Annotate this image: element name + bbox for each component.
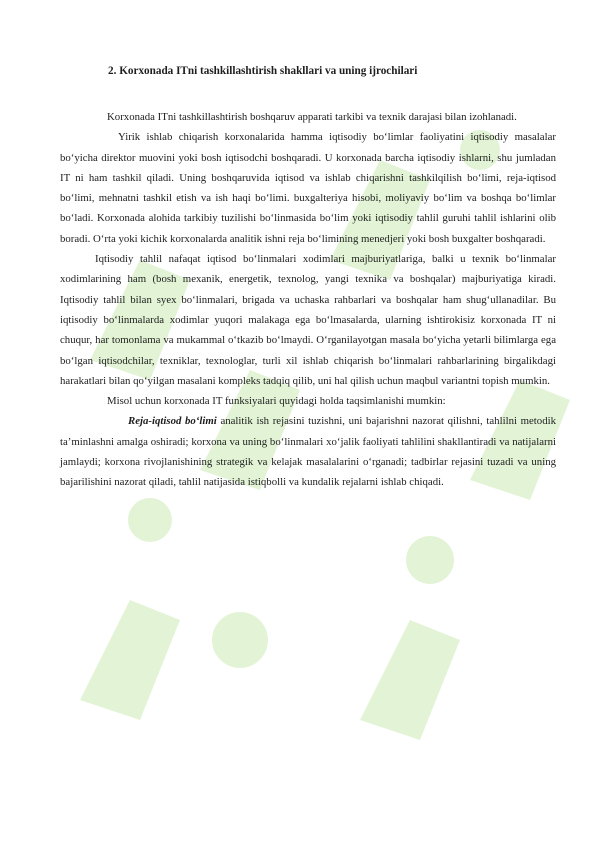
section-title: 2. Korxonada ITni tashkillashtirish shakllari va uning ijrochilari	[108, 65, 418, 77]
paragraph-example: Misol uchun korxonada IT funksiyalari quyidagi holda taqsimlanishi mumkin:	[107, 395, 446, 408]
planning-department-description: analitik ish rejasini tuzishni, uni bajarishni nazorat qilishni, tahlilni metodik ta’minlashni amalga oshiradi; korxona va uning bo‘linmalari xo‘jalik faoliyati tahlilini shakllantiradi va natijalarni jamlaydi; korxona rivojlanishining strategik va kelajak masalalarini o‘rganadi; tadbirlar rejasini tuzadi va uning bajarilishini nazorat qiladi, tahlil natijasida istiqbolli va kundalik rejalarni ishlab chiqadi.	[60, 415, 556, 489]
paragraph-large-enterprises: Yirik ishlab chiqarish korxonalarida hamma iqtisodiy bo‘limlar faoliyatini iqtisodiy masalalar bo‘yicha direktor muovini yoki bosh iqtisodchi boshqaradi. U korxonada barcha iqtisodiy ishlarni, shu jumladan IT ni ham tashkil qiladi. Uning boshqaruvida iqtisod va ishlab chiqarishni tashkilqilish bo‘limi, reja-iqtisod bo‘limi, mehnatni tashkil etish va ish haqi bo‘limi. buxgalteriya hisobi, moliyaviy bo‘lim va boshqa bo‘limlar bo‘ladi. Korxonada alohida tarkibiy tuzilishi bo‘linmasida bo‘lim yoki iqtisodiy tahlil guruhi tahlil ishlarini olib boradi. O‘rta yoki kichik korxonalarda analitik ishni reja bo‘limining menedjeri yoki bosh buxgalter boshqaradi.	[60, 131, 556, 245]
document-body	[60, 107, 556, 493]
paragraph-planning-department	[60, 411, 556, 492]
paragraph-economic-analysis: Iqtisodiy tahlil nafaqat iqtisod bo‘linmalari xodimlari majburiyatlariga, balki u texnik bo‘linmalar xodimlarining ham (bosh mexanik, energetik, texnolog, yangi texnika va boshqalar) majburiyatiga kiradi. Iqtisodiy tahlil bilan syex bo‘linmalari, brigada va uchaska rahbarlari va boshqalar ham shug‘ullanadilar. Bu iqtisodiy bo‘linmalarda xodimlar yuqori malakaga ega bo‘lmasalarda, ularning ishtirokisiz korxonada IT ni chuqur, har tomonlama va mukammal o‘tkazib bo‘lmaydi. O‘rganilayotgan masala bo‘yicha yetarli bilimlarga ega bo‘lgan iqtisodchilar, texniklar, texnologlar, turli xil ishlab chiqarish bo‘linmalari rahbarlarining birgalikdagi harakatlari bilan qo‘yilgan masalani kompleks tadqiq qilib, uni hal qilish uchun maqbul variantni topish mumkin.	[60, 253, 556, 387]
paragraph-intro: Korxonada ITni tashkillashtirish boshqaruv apparati tarkibi va texnik darajasi bilan izohlanadi.	[107, 111, 517, 123]
term-planning-department: Reja-iqtisod bo‘limi	[128, 415, 217, 428]
